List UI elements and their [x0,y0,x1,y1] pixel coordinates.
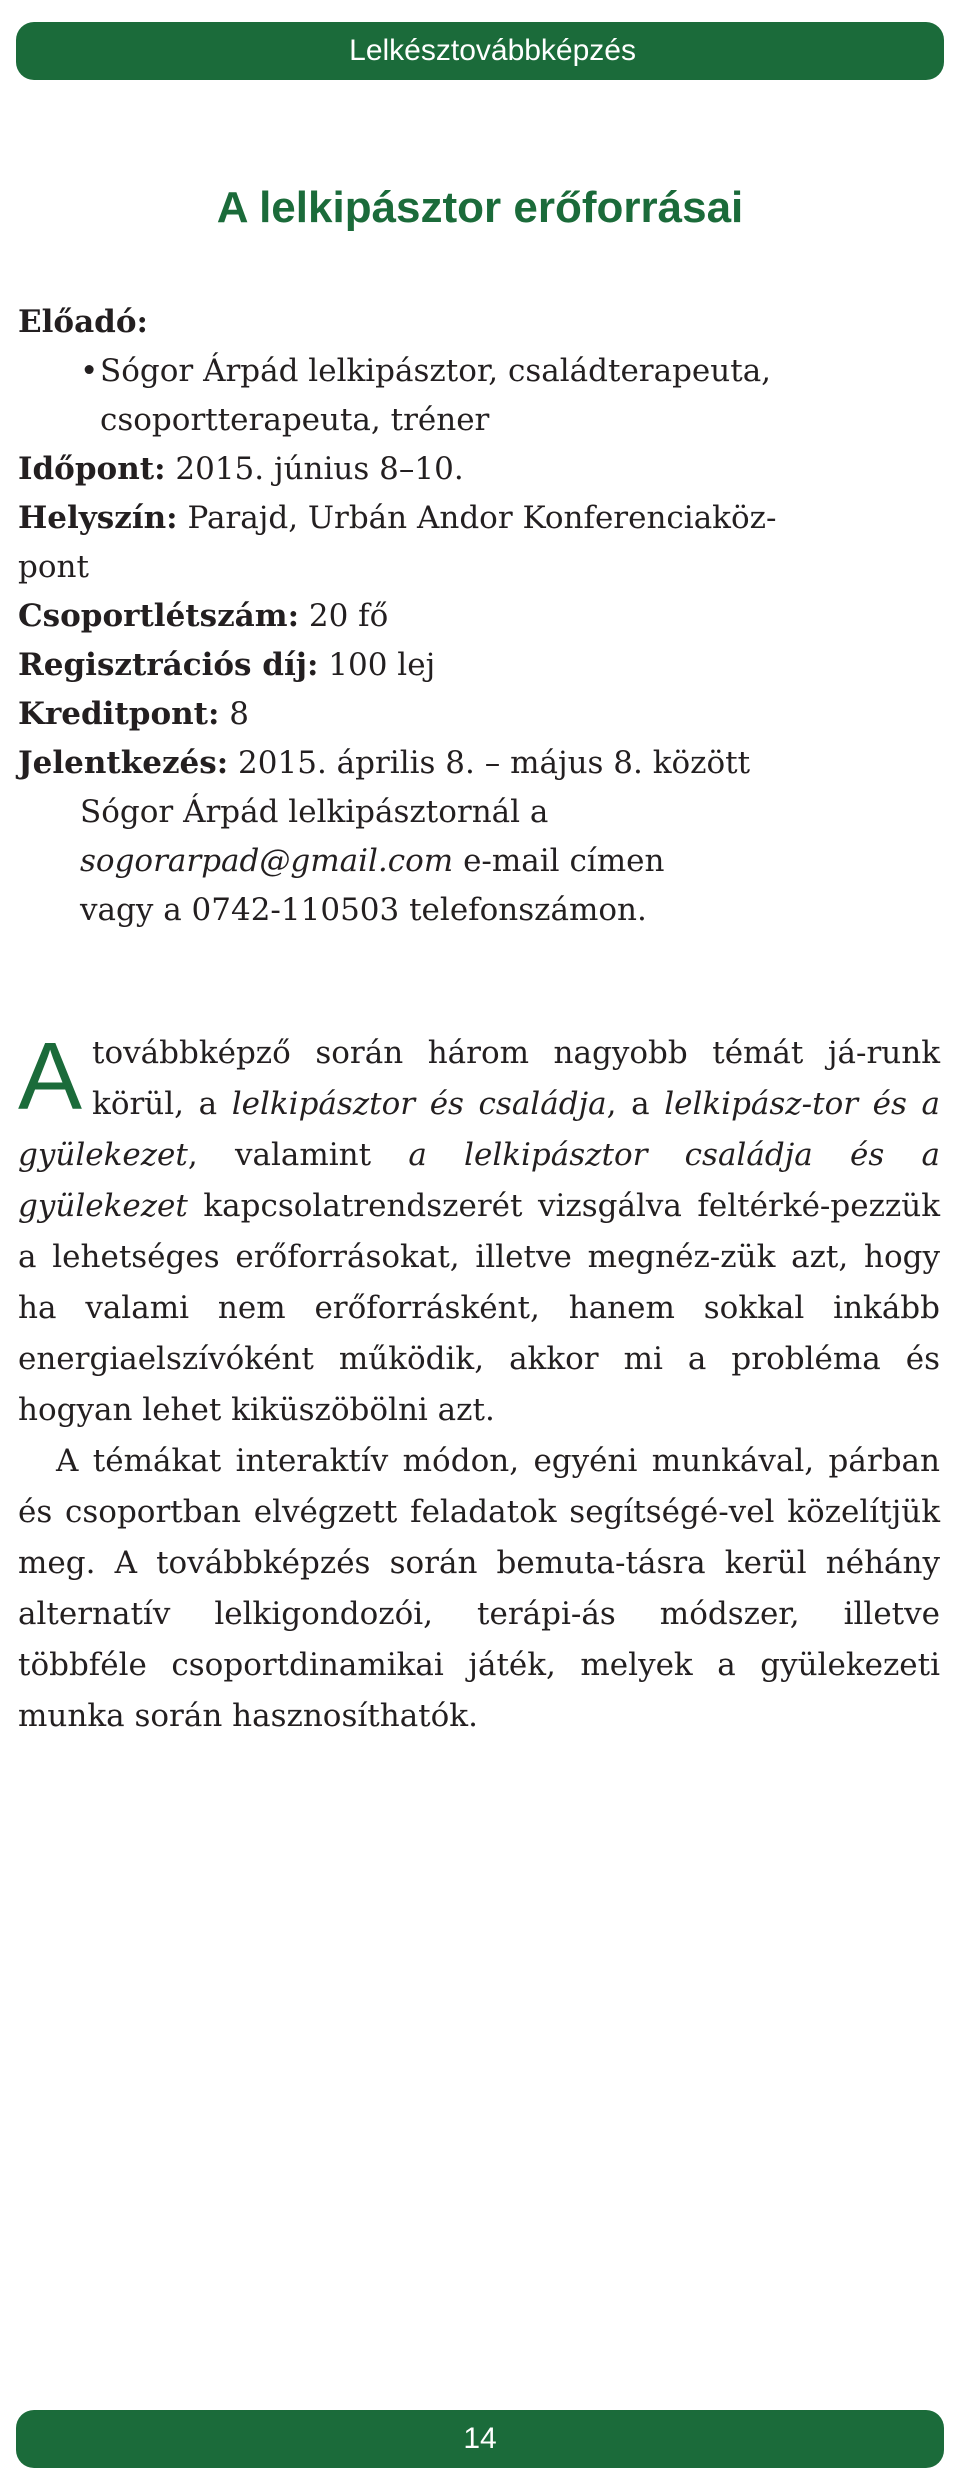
presenter-line2-row [18,396,918,445]
credit-label: Kreditpont: [18,696,220,732]
group-label: Csoportlétszám: [18,598,300,634]
date-label: Időpont: [18,451,166,487]
p1-text-c: , valamint [187,1137,409,1173]
presenter-item [18,347,918,396]
drop-cap: A [18,1023,83,1130]
p1-text-a: továbbképző során három nagyobb témát já-runk körül, a [92,1035,940,1122]
footer-bar [16,2410,944,2468]
p1-text-b: , a [606,1086,665,1122]
location-label: Helyszín: [18,500,178,536]
page-title: A lelkipásztor erőforrásai [216,183,744,232]
p1-emphasis-3: a lelkipásztor családja és a gyülekezet [18,1137,940,1224]
page-number: 14 [463,2422,497,2455]
paragraph-2: A témákat interaktív módon, egyéni munkával, párban és csoportban elvégzett feladatok segítségé-vel közelítjük meg. A továbbképzés során bemuta-tásra kerül néhány alternatív lelkigondozói, terápi-ás módszer, illetve többféle csoportdinamikai játék, melyek a gyülekezeti munka során hasznosíthatók. [18,1443,940,1734]
apply-email-link[interactable]: sogorarpad@gmail.com [80,843,454,879]
section-title: Lelkésztovábbképzés [349,34,636,67]
credit-row [18,690,918,739]
presenter-line1: Sógor Árpád lelkipásztor, családterapeuta, [100,353,772,389]
presenter-label-row [18,298,918,347]
apply-value-2: Sógor Árpád lelkipásztornál a [80,794,549,830]
event-info [18,298,918,935]
location-value: Parajd, Urbán Andor Konferenciaköz- [187,500,777,536]
apply-row [18,739,918,788]
description [18,1023,940,1742]
paragraph-1 [18,1023,940,1436]
apply-row-3 [18,837,918,886]
bullet-icon: • [80,353,99,389]
fee-value: 100 lej [328,647,436,683]
location-row-cont [18,543,918,592]
location-value-cont: pont [18,549,89,585]
p1-emphasis-1: lelkipásztor és családja [231,1086,607,1122]
p1-text-d: kapcsolatrendszerét vizsgálva feltérké-pezzük a lehetséges erőforrásokat, illetve megnéz-zük azt, hogy ha valami nem erőforrásként, hanem sokkal inkább energiaelszívóként működik, akkor mi a probléma és hogyan lehet kiküszöbölni azt. [18,1188,940,1428]
fee-row [18,641,918,690]
apply-label: Jelentkezés: [18,745,229,781]
presenter-label: Előadó: [18,304,148,340]
fee-label: Regisztrációs díj: [18,647,319,683]
group-value: 20 fő [308,598,389,634]
credit-value: 8 [229,696,250,732]
apply-row-4 [18,886,918,935]
apply-value-3: e-mail címen [463,843,665,879]
apply-value-4: vagy a 0742-110503 telefonszámon. [80,892,647,928]
group-row [18,592,918,641]
section-header-bar [16,22,944,80]
apply-value: 2015. április 8. – május 8. között [238,745,751,781]
p1-emphasis-2: lelkipász-tor és a gyülekezet [18,1086,940,1173]
location-row [18,494,918,543]
date-value: 2015. június 8–10. [175,451,464,487]
presenter-line2: csoportterapeuta, tréner [100,402,490,438]
date-row [18,445,918,494]
apply-row-2 [18,788,918,837]
